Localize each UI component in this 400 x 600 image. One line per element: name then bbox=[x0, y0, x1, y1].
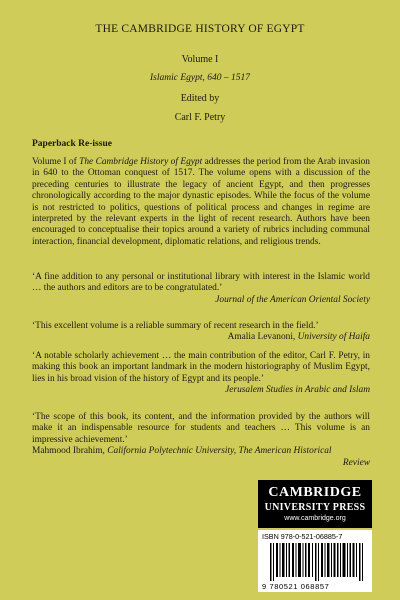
quote-author: Amalia Levanoni, bbox=[227, 332, 298, 343]
volume-subtitle: Islamic Egypt, 640 – 1517 bbox=[149, 73, 250, 83]
review-quote bbox=[32, 351, 370, 397]
barcode-icon bbox=[270, 543, 366, 581]
blurb-lead: Volume I of bbox=[32, 157, 80, 167]
review-quote bbox=[32, 412, 370, 469]
book-description bbox=[32, 157, 370, 248]
publisher-url: www.cambridge.org bbox=[284, 515, 346, 522]
isbn-label: ISBN 978-0-521-06885-7 bbox=[262, 532, 343, 541]
quote-text: ‘The scope of this book, its content, and the information provided by the authors will make it an indispensable resource for students and teachers … This volume is an impressive achievement.’ bbox=[32, 412, 370, 445]
editor-name: Carl F. Petry bbox=[174, 112, 226, 123]
quote-attribution bbox=[32, 446, 370, 457]
quote-affiliation: University of Haifa bbox=[297, 332, 370, 343]
publisher-press: UNIVERSITY PRESS bbox=[264, 502, 366, 513]
quote-text: ‘A fine addition to any personal or institutional library with interest in the Islamic world … the authors and editors are to be congratulated.’ bbox=[32, 272, 370, 294]
quote-affiliation: California Polytechnic University, The American Historical bbox=[107, 446, 332, 457]
quote-source: Journal of the American Oriental Society bbox=[215, 294, 370, 305]
quote-author: Mahmood Ibrahim, bbox=[32, 446, 108, 457]
volume-label: Volume I bbox=[181, 54, 219, 65]
quote-text: ‘This excellent volume is a reliable summary of recent research in the field.’ bbox=[32, 321, 319, 331]
edited-by-label: Edited by bbox=[180, 93, 220, 104]
blurb-title: The Cambridge History of Egypt bbox=[79, 157, 203, 167]
review-quote bbox=[32, 272, 370, 306]
blurb-body: addresses the period from the Arab invasion in 640 to the Ottoman conquest of 1517. The volume opens with a discussion of the preceding centuries to illustrate the legacy of ancient Egypt, and then progresses chronologically according to the major dynastic episodes. While the focus of the volume is not restricted to politics, questions of political process and changes in regime are interpreted by the relevant experts in the light of recent research. Authors have been encouraged to conceptualise their topics around a variety of rubrics including communal interaction, financial development, diplomatic relations, and religious trends. bbox=[32, 157, 370, 247]
quote-source: Jerusalem Studies in Arabic and Islam bbox=[225, 385, 370, 396]
publisher-name: CAMBRIDGE bbox=[268, 485, 362, 500]
publisher-logo bbox=[258, 480, 372, 528]
quote-affiliation-cont: Review bbox=[342, 457, 370, 468]
review-quote bbox=[32, 321, 370, 344]
edition-label: Paperback Re-issue bbox=[32, 139, 112, 149]
quote-attribution bbox=[32, 332, 370, 343]
book-title: THE CAMBRIDGE HISTORY OF EGYPT bbox=[95, 23, 305, 35]
quote-text: ‘A notable scholarly achievement … the main contribution of the editor, Carl F. Petry, in making this book an important landmark in the modern historiography of Muslim Egypt, lies in his broad vision of the history of Egypt and its people.’ bbox=[32, 351, 370, 384]
barcode-number: 9 780521 068857 bbox=[262, 582, 330, 591]
